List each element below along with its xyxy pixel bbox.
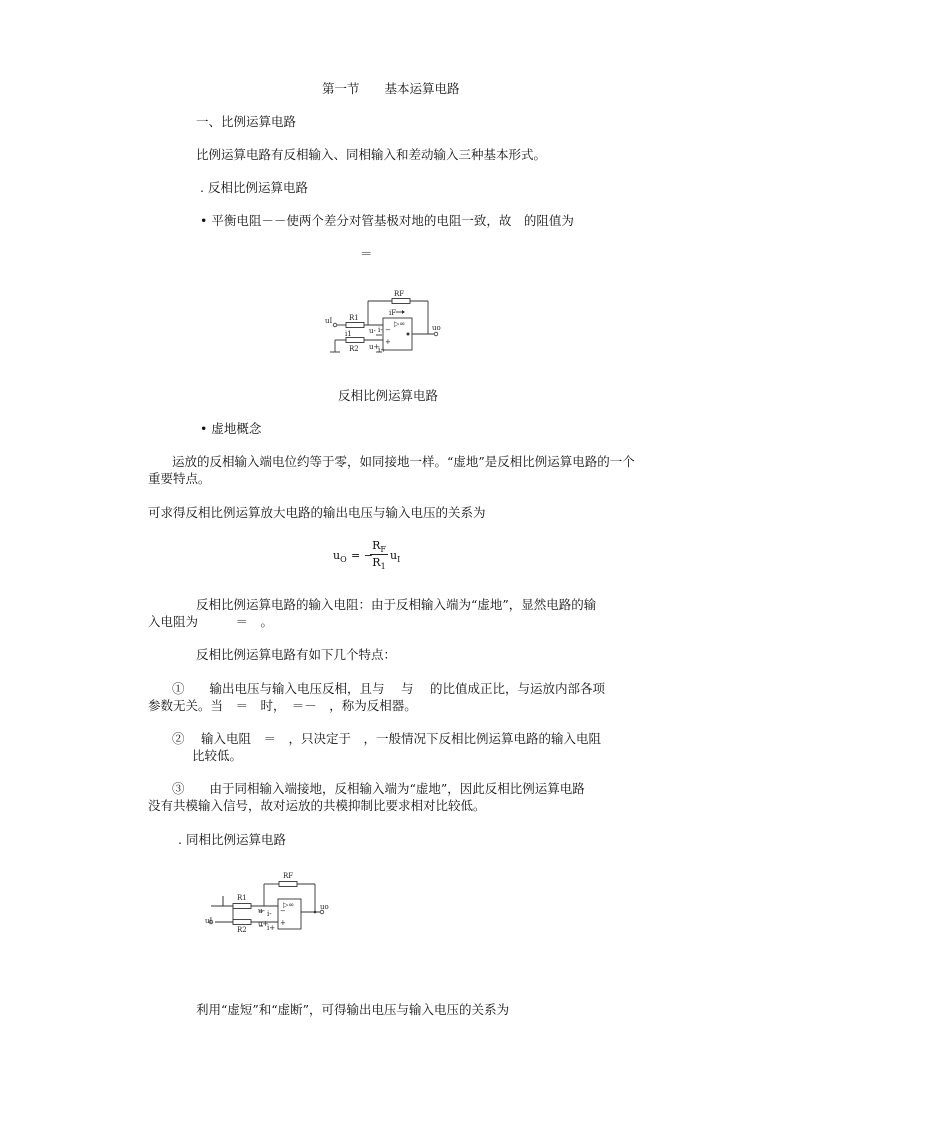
feature-1-line1: ① 输出电压与输入电压反相，且与 与 的比值成正比，与运放内部各项	[172, 681, 605, 696]
fig1-un-label: u-	[369, 327, 376, 335]
fig1-plus-sign: +	[385, 338, 391, 346]
feature-1-line2: 参数无关。当 ＝ 时， ＝－ ，称为反相器。	[148, 698, 417, 713]
fig2-uo-label: uo	[320, 903, 329, 911]
fig2-ui-label: uI	[205, 917, 213, 925]
fig2-minus-sign: −	[280, 907, 286, 915]
subheading-noninverting: . 同相比例运算电路	[178, 832, 286, 847]
fig1-r2-label: R2	[349, 345, 359, 353]
fig2-ipos-label: i+	[267, 924, 276, 932]
virtual-ground-paragraph: 运放的反相输入端电位约等于零，如同接地一样。“虚地”是反相比例运算电路的一个重要特点。	[148, 454, 635, 486]
fig2-rf-label: RF	[283, 872, 294, 880]
last-line: 利用“虚短”和“虚断”，可得输出电压与输入电压的关系为	[196, 1002, 510, 1017]
fraction-bar	[370, 554, 388, 555]
bullet-virtual-ground: • 虚地概念	[200, 421, 262, 436]
intro-text: 比例运算电路有反相输入、同相输入和差动输入三种基本形式。	[196, 147, 547, 162]
balance-equation: ＝	[360, 246, 373, 261]
fig1-uo-label: uo	[432, 324, 441, 332]
section-title: 第一节 基本运算电路	[322, 81, 460, 96]
formula-denominator-sub: 1	[380, 562, 386, 572]
figure-caption-inverting: 反相比例运算电路	[338, 388, 439, 403]
formula-var: u	[390, 549, 398, 562]
fig1-minus-sign: −	[385, 326, 391, 334]
formula-numerator: R	[372, 539, 381, 552]
feature-2-line1: ② 输入电阻 ＝ ，只决定于 ，一般情况下反相比例运算电路的输入电阻	[172, 731, 601, 746]
fig2-un-label: u-	[258, 907, 265, 915]
fig1-rf-label: RF	[394, 290, 405, 298]
formula-var-sub: I	[397, 555, 401, 565]
relation-intro: 可求得反相比例运算放大电路的输出电压与输入电压的关系为	[148, 505, 486, 520]
fig1-amp-symbol: ▷∞	[394, 320, 406, 328]
fig1-up-label: u+	[369, 343, 380, 351]
noninverting-amplifier-circuit	[203, 866, 333, 938]
formula-lhs: u	[333, 549, 341, 562]
feature-3-line2: 没有共模输入信号，故对运放的共模抑制比要求相对比较低。	[148, 798, 486, 813]
feature-3-line1: ③ 由于同相输入端接地，反相输入端为“虚地”，因此反相比例运算电路	[172, 781, 585, 796]
fig2-amp-symbol: ▷∞	[283, 901, 295, 909]
fig2-ineg-label: i-	[267, 910, 272, 918]
fig2-plus-sign: +	[280, 919, 286, 927]
fig1-if-label: iF	[389, 309, 397, 317]
formula-lhs-sub: O	[340, 555, 347, 565]
fig1-ui-label: uI	[325, 317, 333, 325]
input-resistance-line1: 反相比例运算电路的输入电阻：由于反相输入端为“虚地”，显然电路的输	[196, 597, 597, 612]
subheading-inverting: . 反相比例运算电路	[200, 180, 308, 195]
fig1-ineg-label: i-	[378, 326, 383, 334]
fig2-r2-label: R2	[237, 926, 247, 934]
heading-proportional: 一、比例运算电路	[196, 114, 297, 129]
feature-2-line2: 比较低。	[192, 748, 243, 763]
fig2-up-label: u+	[258, 920, 269, 928]
formula-denominator: R	[372, 556, 381, 569]
fig1-r1-label: R1	[349, 314, 359, 322]
fig2-r1-label: R1	[237, 894, 247, 902]
formula-equals: = −	[351, 549, 373, 562]
bullet-balance-resistor: • 平衡电阻－－使两个差分对管基极对地的电阻一致，故 的阻值为	[200, 213, 574, 228]
formula-numerator-sub: F	[380, 545, 386, 555]
fig1-ipos-label: i+	[378, 346, 387, 354]
fig1-i1-label: i1	[345, 330, 352, 338]
features-intro: 反相比例运算电路有如下几个特点：	[196, 647, 397, 662]
input-resistance-line2: 入电阻为 ＝ 。	[148, 614, 274, 629]
inverting-amplifier-circuit	[322, 288, 447, 358]
